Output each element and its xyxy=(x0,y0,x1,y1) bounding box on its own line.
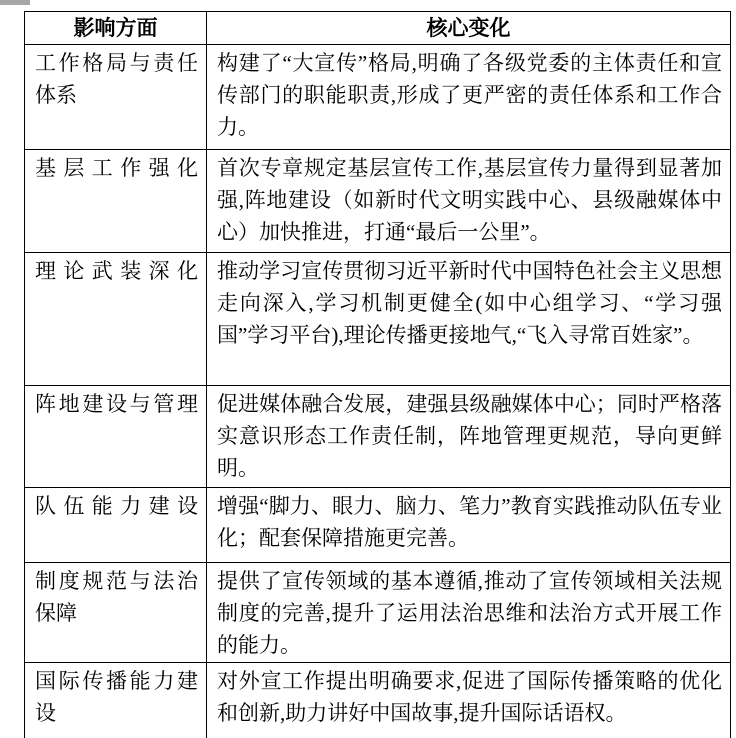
header-row xyxy=(25,12,731,45)
aspect-cell: 理论武装深化 xyxy=(25,253,207,386)
table-row xyxy=(25,45,731,150)
column-header-change: 核心变化 xyxy=(207,12,731,45)
change-cell: 提供了宣传领域的基本遵循,推动了宣传领域相关法规制度的完善,提升了运用法治思维和法治方式开展工作的能力。 xyxy=(207,563,731,663)
aspect-cell: 工作格局与责任体系 xyxy=(25,45,207,150)
aspect-cell: 基层工作强化 xyxy=(25,150,207,253)
aspect-cell: 阵地建设与管理 xyxy=(25,386,207,488)
aspect-cell: 制度规范与法治保障 xyxy=(25,563,207,663)
table-row xyxy=(25,563,731,663)
aspect-cell: 国际传播能力建设 xyxy=(25,663,207,738)
table-row xyxy=(25,150,731,253)
change-cell: 首次专章规定基层宣传工作,基层宣传力量得到显著加强,阵地建设（如新时代文明实践中心、县级融媒体中心）加快推进，打通“最后一公里”。 xyxy=(207,150,731,253)
impact-table xyxy=(24,11,731,738)
column-header-aspect: 影响方面 xyxy=(25,12,207,45)
table-row xyxy=(25,386,731,488)
aspect-cell: 队伍能力建设 xyxy=(25,488,207,563)
change-cell: 促进媒体融合发展，建强县级融媒体中心；同时严格落实意识形态工作责任制，阵地管理更规范，导向更鲜明。 xyxy=(207,386,731,488)
change-cell: 对外宣工作提出明确要求,促进了国际传播策略的优化和创新,助力讲好中国故事,提升国际话语权。 xyxy=(207,663,731,738)
table-row xyxy=(25,663,731,738)
change-cell: 构建了“大宣传”格局,明确了各级党委的主体责任和宣传部门的职能职责,形成了更严密的责任体系和工作合力。 xyxy=(207,45,731,150)
table-row xyxy=(25,253,731,386)
change-cell: 增强“脚力、眼力、脑力、笔力”教育实践推动队伍专业化；配套保障措施更完善。 xyxy=(207,488,731,563)
change-cell: 推动学习宣传贯彻习近平新时代中国特色社会主义思想走向深入,学习机制更健全(如中心组学习、“学习强国”学习平台),理论传播更接地气,“飞入寻常百姓家”。 xyxy=(207,253,731,386)
table-row xyxy=(25,488,731,563)
screen-edge-artifact xyxy=(0,0,30,5)
